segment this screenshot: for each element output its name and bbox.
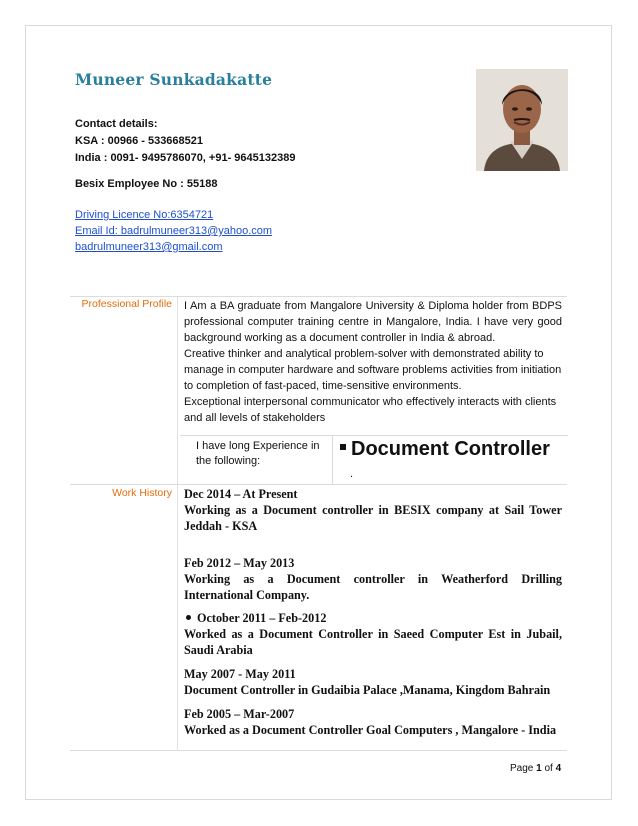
page-number: [510, 763, 561, 774]
experience-label: I have long Experience in the following:: [196, 440, 320, 467]
experience-item: [340, 438, 550, 461]
work-history-bottom-rule: [70, 750, 567, 751]
job-description: Worked as a Document Controller in Saeed Computer Est in Jubail, Saudi Arabia: [184, 627, 562, 657]
job-description: Working as a Document controller in Weatherford Drilling International Company.: [184, 572, 562, 602]
job-period: Dec 2014 – At Present: [184, 487, 298, 501]
section-column-divider: [177, 296, 178, 750]
page-middle: of: [541, 763, 556, 774]
contact-details: [75, 116, 295, 167]
contact-ksa-phone: KSA : 00966 - 533668521: [75, 135, 204, 147]
work-history-top-rule: [70, 484, 567, 485]
job-description: Document Controller in Gudaibia Palace ,Manama, Kingdom Bahrain: [184, 683, 551, 697]
work-history-item: [184, 486, 562, 534]
work-history-item: [184, 555, 562, 603]
profile-photo: [476, 69, 568, 171]
profile-paragraph: Exceptional interpersonal communicator who effectively interacts with clients and all levels of stakeholders: [184, 396, 557, 424]
experience-item-label: Document Controller: [351, 438, 550, 460]
page-total: 4: [555, 763, 562, 774]
section-label-work-history: Work History: [112, 487, 172, 499]
experience-box-divider: [332, 436, 333, 484]
job-period: October 2011 – Feb-2012: [197, 611, 327, 625]
page-prefix: Page: [510, 763, 537, 774]
page-current: 1: [536, 763, 542, 774]
contact-india-phone: India : 0091- 9495786070, +91- 9645132389: [75, 152, 296, 164]
professional-profile-text: [184, 298, 562, 426]
employee-number: Besix Employee No : 55188: [75, 178, 218, 190]
job-period: May 2007 - May 2011: [184, 667, 296, 681]
contact-heading: Contact details:: [75, 118, 158, 130]
profile-top-rule: [70, 296, 567, 297]
job-description: Working as a Document controller in BESIX company at Sail Tower Jeddah - KSA: [184, 503, 562, 533]
driving-licence-link[interactable]: Driving Licence No:6354721: [75, 209, 214, 221]
section-label-professional-profile: Professional Profile: [81, 298, 172, 310]
job-period: Feb 2005 – Mar-2007: [184, 707, 295, 721]
job-description: Worked as a Document Controller Goal Computers , Mangalore - India: [184, 723, 557, 737]
job-period: Feb 2012 – May 2013: [184, 556, 295, 570]
work-history-item: [184, 706, 562, 738]
email-link-gmail[interactable]: badrulmuneer313@gmail.com: [75, 241, 223, 253]
contact-links: [75, 207, 272, 255]
square-bullet-icon: [340, 444, 346, 450]
round-bullet-icon: [186, 615, 191, 620]
profile-paragraph: Creative thinker and analytical problem-solver with demonstrated ability to manage in computer hardware and software problems activities from initiation to completion of fast-paced, time-sensitive environments.: [184, 348, 562, 392]
work-history-item: [184, 610, 562, 658]
person-photo-icon: [476, 69, 568, 171]
experience-dot: .: [350, 468, 354, 480]
profile-paragraph: I Am a BA graduate from Mangalore University & Diploma holder from BDPS professional computer training centre in Mangalore, India. I have very good background working as a document controller in India & abroad.: [184, 300, 562, 344]
email-link-yahoo[interactable]: Email Id: badrulmuneer313@yahoo.com: [75, 225, 273, 237]
candidate-name: Muneer Sunkadakatte: [75, 70, 273, 89]
job-period-row: [184, 610, 562, 626]
work-history-item: [184, 666, 562, 698]
